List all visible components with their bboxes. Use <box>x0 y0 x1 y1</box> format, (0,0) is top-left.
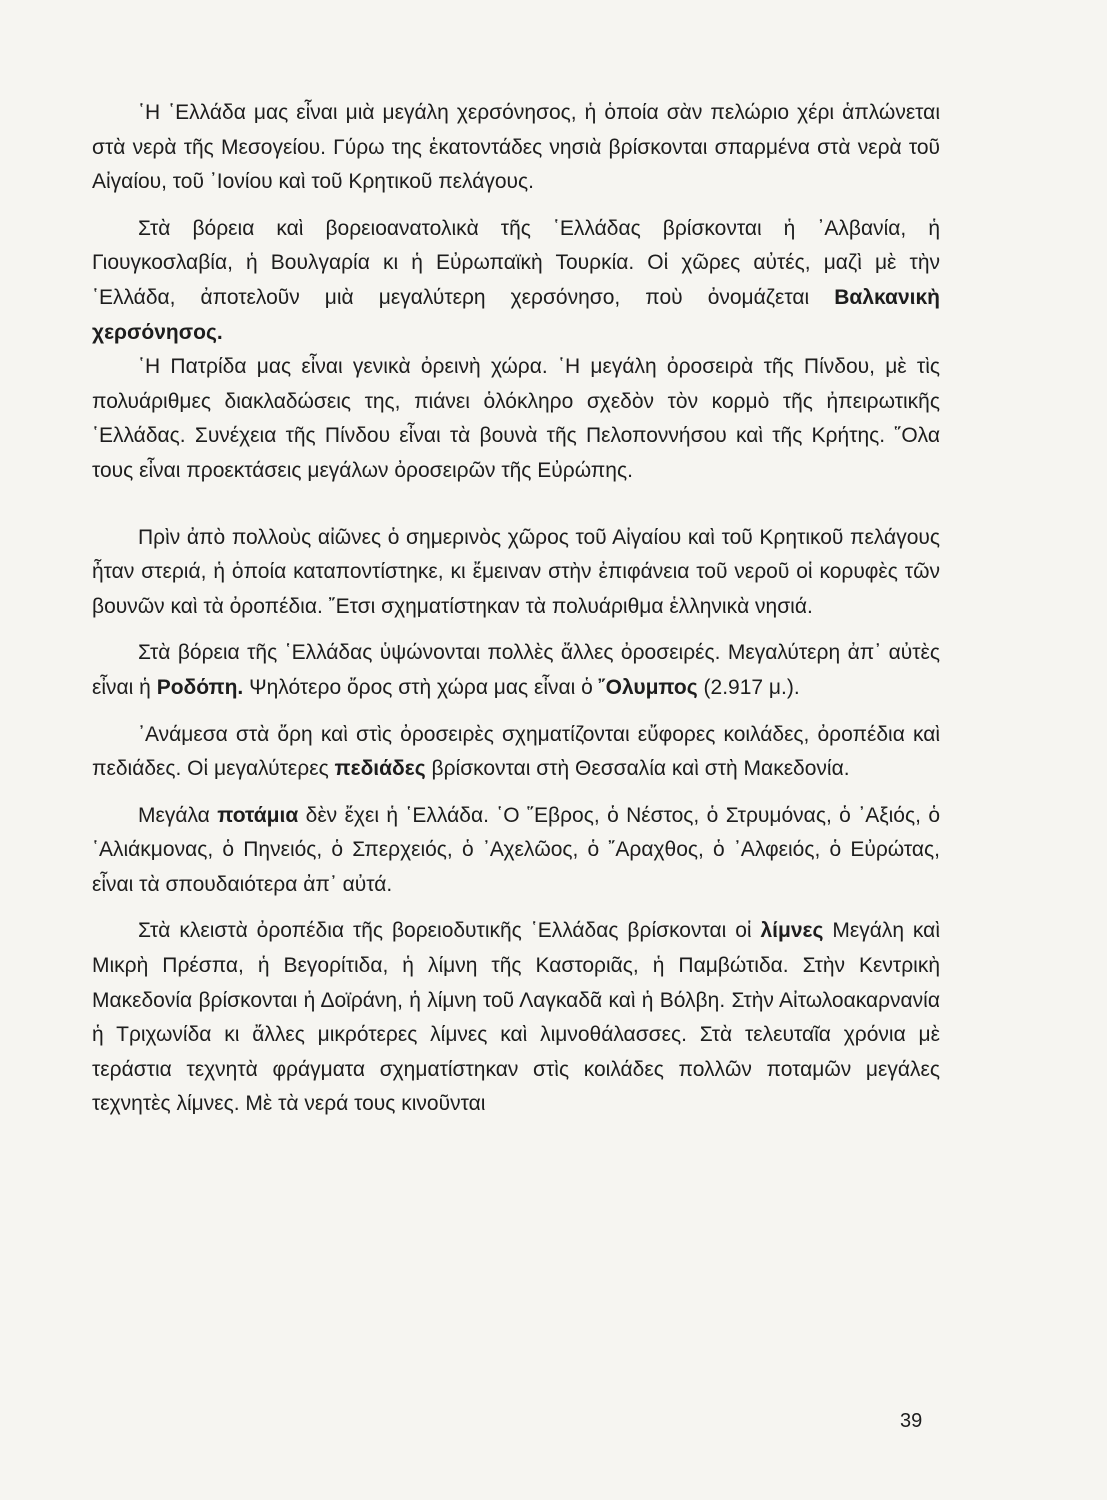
paragraph-lakes <box>92 914 940 1122</box>
text-run: Μεγάλα <box>138 803 218 827</box>
paragraph-aegean-islands <box>92 521 940 625</box>
text-body <box>92 96 940 1122</box>
text-run: βρίσκονται στὴ Θεσσαλία καὶ στὴ Μακεδονία. <box>425 757 850 781</box>
text-run: δὲν ἔχει ἡ ῾Ελλάδα. ῾Ο ῞Εβρος, ὁ Νέστος, ὁ Στρυμόνας, ὁ ᾿Αξιός, ὁ ῾Αλιάκμονας, ὁ Πηνειός, ὁ Σπερχειός, ὁ ᾿Αχελῶος, ὁ ῎Αραχθος, ὁ ᾿Αλφειός, ὁ Εὐρώτας, εἶναι τὰ σπουδαιότερα ἀπ᾿ αὐτά. <box>92 803 940 896</box>
paragraph-rivers <box>92 799 940 903</box>
paragraph-mountainous-country <box>92 350 940 488</box>
bold-term-rivers: ποτάμια <box>217 803 299 827</box>
bold-term-olympus: ῎Ολυμπος <box>598 675 698 699</box>
text-run: ῾Η Πατρίδα μας εἶναι γενικὰ ὀρεινὴ χώρα. ῾Η μεγάλη ὀροσειρὰ τῆς Πίνδου, μὲ τὶς πολυάριθμες διακλαδώσεις της, πιάνει ὁλόκληρο σχεδὸν τὸν κορμὸ τῆς ἠπειρωτικῆς ῾Ελλάδας. Συνέχεια τῆς Πίνδου εἶναι τὰ βουνὰ τῆς Πελοποννήσου καὶ τῆς Κρήτης. ῞Ολα τους εἶναι προεκτάσεις μεγάλων ὀροσειρῶν τῆς Εὐρώπης. <box>92 355 940 482</box>
page-number: 39 <box>900 1410 923 1432</box>
paragraph-northern-ranges <box>92 636 940 705</box>
text-run: Στὰ κλειστὰ ὀροπέδια τῆς βορειοδυτικῆς ῾Ελλάδας βρίσκονται οἱ <box>138 919 761 943</box>
text-run: Πρὶν ἀπὸ πολλοὺς αἰῶνες ὁ σημερινὸς χῶρος τοῦ Αἰγαίου καὶ τοῦ Κρητικοῦ πελάγους ἦταν στεριά, ἡ ὁποία καταποντίστηκε, κι ἔμειναν στὴν ἐπιφάνεια τοῦ νεροῦ οἱ κορυφὲς τῶν βουνῶν καὶ τὰ ὀροπέδια. ῎Ετσι σχηματίστηκαν τὰ πολυάριθμα ἑλληνικὰ νησιά. <box>92 525 940 618</box>
text-run: Στὰ βόρεια καὶ βορειοανατολικὰ τῆς ῾Ελλάδας βρίσκονται ἡ ᾿Αλβανία, ἡ Γιουγκοσλαβία, ἡ Βουλγαρία κι ἡ Εὐρωπαϊκὴ Τουρκία. Οἱ χῶρες αὐτές, μαζὶ μὲ τὴν ῾Ελλάδα, ἀποτελοῦν μιὰ μεγαλύτερη χερσόνησο, ποὺ ὀνομάζεται <box>92 216 940 309</box>
paragraph-balkan-neighbours <box>92 212 940 350</box>
text-run: (2.917 μ.). <box>697 675 800 699</box>
text-run: ῾Η ῾Ελλάδα μας εἶναι μιὰ μεγάλη χερσόνησος, ἡ ὁποία σὰν πελώριο χέρι ἁπλώνεται στὰ νερὰ τῆς Μεσογείου. Γύρω της ἑκατοντάδες νησιὰ βρίσκονται σπαρμένα στὰ νερὰ τοῦ Αἰγαίου, τοῦ ᾿Ιονίου καὶ τοῦ Κρητικοῦ πελάγους. <box>92 101 940 194</box>
paragraph-greece-peninsula <box>92 96 940 200</box>
text-run: ᾿Ανάμεσα στὰ ὄρη καὶ στὶς ὀροσειρὲς σχηματίζονται εὔφορες κοιλάδες, ὀροπέδια καὶ πεδιάδες. Οἱ μεγαλύτερες <box>92 722 940 781</box>
bold-term-lakes: λίμνες <box>760 919 824 943</box>
text-run: Ψηλότερο ὄρος στὴ χώρα μας εἶναι ὁ <box>243 675 599 699</box>
bold-term-balkan-peninsula: Βαλκανικὴ χερσόνησος. <box>92 285 940 344</box>
text-run: Μεγάλη καὶ Μικρὴ Πρέσπα, ἡ Βεγορίτιδα, ἡ λίμνη τῆς Καστοριᾶς, ἡ Παμβώτιδα. Στὴν Κεντρικὴ Μακεδονία βρίσκονται ἡ Δοϊράνη, ἡ λίμνη τοῦ Λαγκαδᾶ καὶ ἡ Βόλβη. Στὴν Αἰτωλοακαρνανία ἡ Τριχωνίδα κι ἄλλες μικρότερες λίμνες καὶ λιμνοθάλασσες. Στὰ τελευταῖα χρόνια μὲ τεράστια τεχνητὰ φράγματα σχηματίστηκαν στὶς κοιλάδες πολλῶν ποταμῶν μεγάλες τεχνητὲς λίμνες. Μὲ τὰ νερά τους κινοῦνται <box>92 919 940 1116</box>
bold-term-plains: πεδιάδες <box>334 757 426 781</box>
text-run: Στὰ βόρεια τῆς ῾Ελλάδας ὑψώνονται πολλὲς ἄλλες ὀροσειρές. Μεγαλύτερη ἀπ᾿ αὐτὲς εἶναι ἡ <box>92 641 940 699</box>
bold-term-rhodope: Ροδόπη. <box>156 675 244 699</box>
paragraph-plains <box>92 718 940 787</box>
